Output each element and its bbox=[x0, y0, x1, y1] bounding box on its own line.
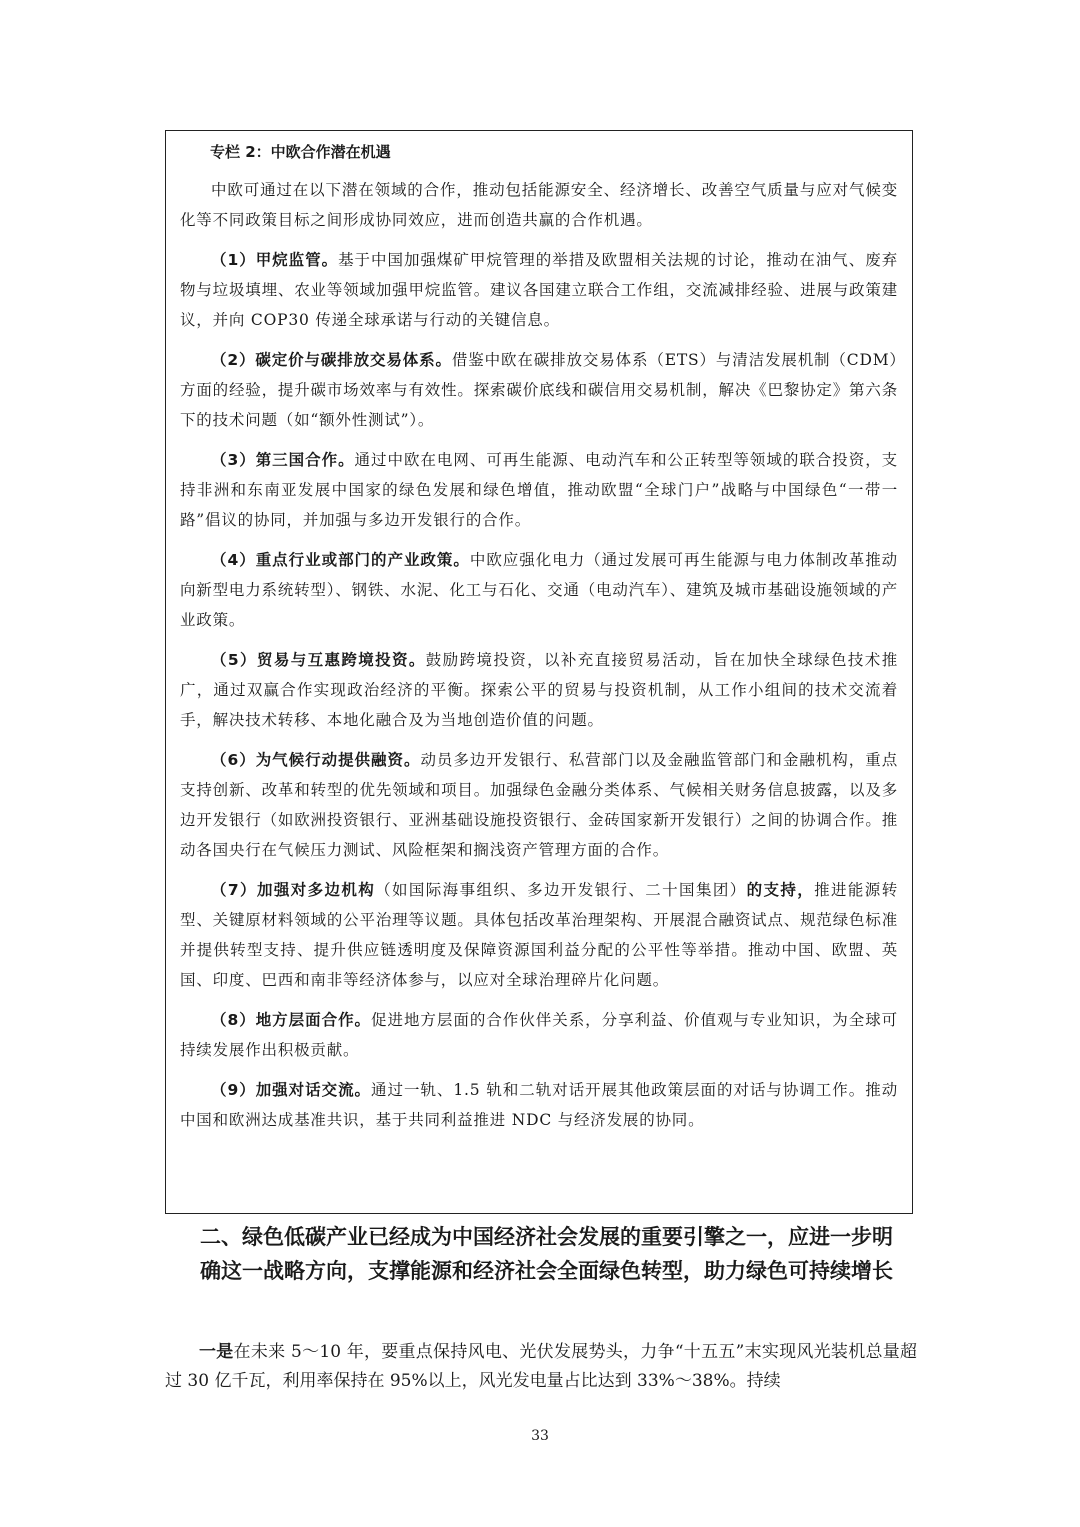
box-item-8 bbox=[180, 1005, 898, 1065]
item-text: 通过中欧在电网、可再生能源、电动汽车和公正转型等领域的联合投资，支持非洲和东南亚发展中国家的绿色发展和绿色增值，推动欧盟“全球门户”战略与中国绿色“一带一路”倡议的协同，并加强与多边开发银行的合作。 bbox=[180, 451, 898, 529]
box-item-3 bbox=[180, 445, 898, 535]
item-parenthetical: （如国际海事组织、多边开发银行、二十国集团） bbox=[375, 881, 747, 899]
item-heading: （6）为气候行动提供融资。 bbox=[211, 751, 421, 769]
section-heading: 二、绿色低碳产业已经成为中国经济社会发展的重要引擎之一，应进一步明确这一战略方向，支撑能源和经济社会全面绿色转型，助力绿色可持续增长 bbox=[200, 1225, 893, 1283]
box-item-5 bbox=[180, 645, 898, 735]
feature-box bbox=[165, 130, 913, 1214]
box-item-9 bbox=[180, 1075, 898, 1135]
box-item-4 bbox=[180, 545, 898, 635]
item-heading: （3）第三国合作。 bbox=[211, 451, 355, 469]
body-text: 在未来 5～10 年，要重点保持风电、光伏发展势头，力争“十五五”末实现风光装机总量超过 30 亿千瓦，利用率保持在 95%以上，风光发电量占比达到 33%～38%。持续 bbox=[165, 1342, 918, 1391]
item-heading: （4）重点行业或部门的产业政策。 bbox=[211, 551, 470, 569]
box-item-1 bbox=[180, 245, 898, 335]
item-text: 借鉴中欧在碳排放交易体系（ETS）与清洁发展机制（CDM）方面的经验，提升碳市场效率与有效性。探索碳价底线和碳信用交易机制，解决《巴黎协定》第六条下的技术问题（如“额外性测试”）。 bbox=[180, 351, 898, 429]
page-number: 33 bbox=[531, 1428, 549, 1444]
item-text: 通过一轨、1.5 轨和二轨对话开展其他政策层面的对话与协调工作。推动中国和欧洲达成基准共识，基于共同利益推进 NDC 与经济发展的协同。 bbox=[180, 1081, 899, 1129]
item-text: 基于中国加强煤矿甲烷管理的举措及欧盟相关法规的讨论，推动在油气、废弃物与垃圾填埋、农业等领域加强甲烷监管。建议各国建立联合工作组，交流减排经验、进展与政策建议，并向 COP30 传递全球承诺与行动的关键信息。 bbox=[180, 251, 899, 329]
item-heading: （1）甲烷监管。 bbox=[211, 251, 339, 269]
item-heading: （9）加强对话交流。 bbox=[211, 1081, 372, 1099]
item-text: 促进地方层面的合作伙伴关系，分享利益、价值观与专业知识，为全球可持续发展作出积极贡献。 bbox=[180, 1011, 898, 1059]
box-title: 专栏 2：中欧合作潜在机遇 bbox=[210, 143, 391, 161]
box-intro: 中欧可通过在以下潜在领域的合作，推动包括能源安全、经济增长、改善空气质量与应对气候变化等不同政策目标之间形成协同效应，进而创造共赢的合作机遇。 bbox=[180, 181, 898, 229]
box-item-6 bbox=[180, 745, 898, 865]
item-heading: （2）碳定价与碳排放交易体系。 bbox=[211, 351, 452, 369]
item-heading: （5）贸易与互惠跨境投资。 bbox=[211, 651, 426, 669]
item-text: 鼓励跨境投资，以补充直接贸易活动，旨在加快全球绿色技术推广，通过双赢合作实现政治经济的平衡。探索公平的贸易与投资机制，从工作小组间的技术交流着手，解决技术转移、本地化融合及为当地创造价值的问题。 bbox=[180, 651, 898, 729]
item-heading: （8）地方层面合作。 bbox=[211, 1011, 372, 1029]
box-item-7 bbox=[180, 875, 898, 995]
item-text: 中欧应强化电力（通过发展可再生能源与电力体制改革推动向新型电力系统转型）、钢铁、水泥、化工与石化、交通（电动汽车）、建筑及城市基础设施领域的产业政策。 bbox=[180, 551, 899, 629]
box-item-2 bbox=[180, 345, 898, 435]
item-heading-tail: 的支持， bbox=[746, 881, 815, 899]
item-text: 推进能源转型、关键原材料领域的公平治理等议题。具体包括改革治理架构、开展混合融资试点、规范绿色标准并提供转型支持、提升供应链透明度及保障资源国利益分配的公平性等举措。推动中国、欧盟、英国、印度、巴西和南非等经济体参与，以应对全球治理碎片化问题。 bbox=[180, 881, 898, 989]
item-heading: （7）加强对多边机构 bbox=[211, 881, 376, 899]
body-lead: 一是 bbox=[199, 1342, 234, 1362]
body-paragraph bbox=[165, 1338, 917, 1396]
item-text: 动员多边开发银行、私营部门以及金融监管部门和金融机构，重点支持创新、改革和转型的优先领域和项目。加强绿色金融分类体系、气候相关财务信息披露，以及多边开发银行（如欧洲投资银行、亚洲基础设施投资银行、金砖国家新开发银行）之间的协调合作。推动各国央行在气候压力测试、风险框架和搁浅资产管理方面的合作。 bbox=[180, 751, 899, 859]
